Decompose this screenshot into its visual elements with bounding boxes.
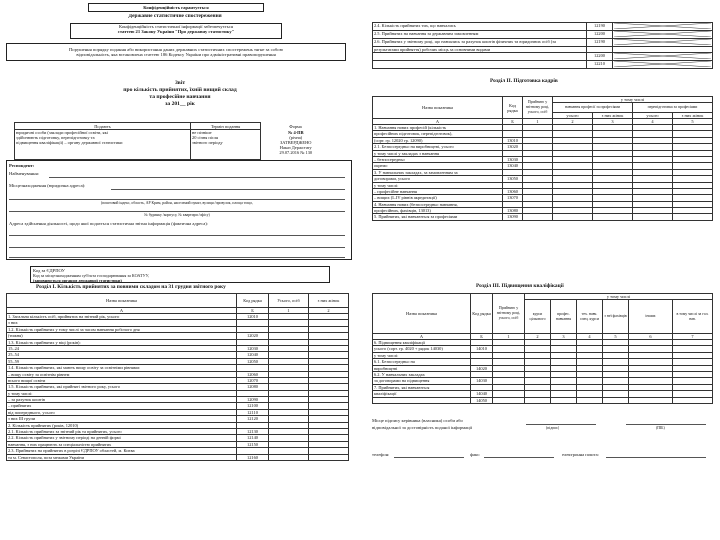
row-label: 6. Підвищення кваліфікації	[373, 340, 471, 346]
code-box-note-2: (заповнюється органом державної статистики)	[33, 278, 122, 283]
t2-colnum: 3	[593, 119, 633, 125]
location-note-2: № будинку /корпусу, № квартири /офісу)	[144, 213, 210, 217]
row-label: з них	[7, 320, 237, 326]
submitters-line: юридичні особи (заклади професійної освіти, які	[16, 130, 108, 135]
location-label: Місцезнаходження (юридична адреса):	[9, 183, 86, 188]
row-code: 13060	[503, 188, 523, 194]
t3-header: з неї фахівців	[603, 300, 629, 334]
value-cell[interactable]	[553, 214, 593, 220]
row-label: 3. У навчальних закладах, за замовленням за	[373, 169, 503, 175]
value-cell[interactable]	[309, 454, 349, 460]
legal-line-2: статтею 21 Закону України "Про державну статистику"	[117, 29, 235, 35]
row-label: 1. Загальна кількість осіб, прийнятих на звітний рік, усього	[7, 314, 237, 320]
row-label: окремо	[373, 163, 503, 169]
row-label: виробництві	[373, 365, 471, 371]
row-label: 6.1. Безпосередньо на	[373, 359, 471, 365]
row-code: 12030	[237, 345, 269, 351]
row-code: 12060	[237, 371, 269, 377]
table-row	[373, 214, 713, 220]
section3-table	[372, 293, 713, 404]
row-label: 2.1. Безпосередньо на виробництві, усього	[373, 144, 503, 150]
t2-header: у тому числі	[553, 97, 713, 103]
section2-table	[372, 96, 713, 221]
t1-colnum: 2	[309, 308, 349, 314]
code-box-label: Код за ЄДРПОУ	[33, 268, 65, 273]
row-label: у тому числі у закладах з навчання	[373, 150, 503, 156]
value-cell[interactable]	[633, 214, 673, 220]
cross-out-icon	[614, 61, 711, 67]
row-code: 12100	[237, 403, 269, 409]
t3-colnum: 7	[673, 334, 713, 340]
row-label: – вищих (I–IV рівнів акредитації)	[373, 195, 503, 201]
row-code: 12210	[587, 61, 613, 69]
respondent-label: Респондент:	[9, 163, 35, 168]
deadline-line: не пізніше	[192, 130, 212, 135]
row-label: 4. Навчання нових (безпосередньо навчання,	[373, 201, 503, 207]
cross-out-icon	[614, 39, 711, 45]
signature-field[interactable]	[526, 424, 596, 425]
row-label: за договорами на підвищення	[373, 378, 471, 384]
section1-title: Розділ І. Кількість прийнятих за повними складом на 31 грудня звітного року	[36, 284, 226, 290]
row-label: навчання, з них працюють за спеціальністю прийнятих	[7, 441, 237, 447]
location-field[interactable]	[111, 189, 345, 190]
location-note: (поштовий індекс, область, АР Крим, район, населений пункт, вулиця /провулок, площа тощо,	[100, 201, 254, 205]
value-cell[interactable]	[673, 397, 713, 403]
submitters-table	[14, 122, 331, 160]
row-code: 12200	[587, 53, 613, 61]
fax-label: факс:	[470, 452, 481, 457]
submitters-line: підвищення кваліфікації) – органу державної статистики	[16, 140, 123, 145]
row-label: 2.1. Кількість прийнятих за звітний рік та прийнятих, усього	[7, 429, 237, 435]
deadline-line: 20 січня після	[192, 135, 219, 140]
warning-box	[6, 43, 346, 61]
row-label: 1.4. Кількість прийнятих, які мають вищу освіту за освітніми рівнями:	[7, 365, 237, 371]
authority-title: Державне статистичне спостереження	[128, 14, 222, 19]
t3-header: курси цільового	[525, 300, 551, 334]
row-code: 12010	[237, 314, 269, 320]
t2-header: Назва показника	[373, 97, 503, 119]
warning-line-1: Порушення порядку подання або використання даних державних статистичних спостережень тягне за собою	[68, 47, 283, 52]
t2-colnum: 1	[523, 119, 553, 125]
row-code: 12190	[587, 23, 613, 31]
row-label: у тому числі:	[373, 182, 503, 188]
initials-caption: (ПІБ)	[656, 426, 665, 430]
legal-box	[70, 23, 282, 39]
row-label: 1.3. Кількість прийнятих у віці (років):	[7, 339, 237, 345]
t1-colnum: 1	[269, 308, 309, 314]
table-row	[373, 31, 713, 39]
t2-colnum: 5	[673, 119, 713, 125]
section2-title: Розділ ІІ. Підготовка кадрів	[490, 78, 558, 84]
row-label: професійних, фахівців, 13013)	[373, 208, 503, 214]
phone-field[interactable]	[394, 457, 464, 458]
signature-line-2: відповідальної за достовірність поданої інформації	[372, 425, 473, 430]
confidentiality-text: Конфіденційність гарантується	[143, 5, 209, 10]
respondent-box	[6, 160, 352, 260]
signature-line-1: Місце підпису керівника (власника) особи або	[372, 418, 463, 423]
row-code: 13030	[503, 156, 523, 162]
t1-colnum: А	[7, 308, 237, 314]
t2-header: усього	[553, 113, 593, 119]
t2-header: Прийнято у звітному році, усього, осіб	[523, 97, 553, 119]
form-number	[261, 130, 331, 160]
name-label: Найменування:	[9, 171, 39, 176]
t3-colnum: 3	[551, 334, 577, 340]
t3-colnum: 1	[493, 334, 525, 340]
confidentiality-box	[88, 3, 264, 12]
row-code: 12190	[587, 39, 613, 47]
code-box	[30, 266, 330, 283]
row-code: 13020	[503, 144, 523, 150]
t1-header: Назва показника	[7, 294, 237, 308]
t2-header: навчання професії за професіями	[553, 103, 633, 113]
t3-header: тех. навч. спец. курси	[577, 300, 603, 334]
row-label: 55–59	[7, 358, 237, 364]
row-code: 12020	[237, 333, 269, 339]
row-label: договорами, усього	[373, 176, 503, 182]
row-label: 2.2. Кількість прийнятих у звітному періоді на денній формі	[7, 435, 237, 441]
submitters-header: Подають	[15, 123, 191, 130]
form-header: Форма	[289, 123, 302, 129]
t3-colnum: 5	[603, 334, 629, 340]
t1-header: Усього, осіб	[269, 294, 309, 308]
report-period: за 201__ рік	[165, 101, 195, 107]
t3-header: у тому числі	[525, 294, 713, 300]
row-label: 2. Кількість прийнятих (років, 12010)	[7, 422, 237, 428]
row-label: та м. Севастополя, поза межами України	[7, 454, 237, 460]
cross-out-icon	[614, 31, 711, 37]
warning-line-2: відповідальність, яка встановлена статтею 186 Кодексу України про адміністративні правопорушення	[76, 52, 276, 58]
table-row	[373, 397, 713, 403]
row-label: усього (сорт. гр. 4020 + рядок 14030)	[373, 346, 471, 352]
row-label: кваліфікації	[373, 391, 471, 397]
t3-colnum: Б	[471, 334, 493, 340]
row-code: 13070	[503, 195, 523, 201]
report-title-1: Звіт	[174, 80, 186, 86]
t3-header: в тому числі за гол. нав.	[673, 300, 713, 334]
t3-header: Код рядка	[471, 294, 493, 334]
row-code: 12160	[237, 454, 269, 460]
form-line: 29.07.2016 № 130	[279, 149, 313, 155]
row-code: 14010	[471, 346, 493, 352]
t2-header: перепідготовка за професіями	[633, 103, 713, 113]
value-cell[interactable]	[577, 397, 603, 403]
row-label: з них III групи	[7, 416, 237, 422]
t3-header: Прийнято у звітному році, усього, осіб	[493, 294, 525, 334]
t2-colnum: 4	[633, 119, 673, 125]
form-page-right	[366, 0, 720, 540]
cross-out-icon	[614, 53, 711, 59]
code-box-note-1: Код за місцезнаходженням суб'єкта господарювання за КОАТУУ,	[33, 273, 149, 278]
t1-header: з них жінок	[309, 294, 349, 308]
value-cell[interactable]	[613, 23, 713, 31]
row-label: – вищу освіту за освітнім рівнем	[7, 371, 237, 377]
activity-address-field[interactable]	[9, 235, 345, 236]
section3-title: Розділ ІІІ. Підвищення кваліфікації	[476, 283, 564, 289]
row-label: 1.5. Кількість прийнятих, які прийняті звітного року, усього	[7, 384, 237, 390]
report-title-3: та професійне навчання	[149, 94, 211, 100]
value-cell[interactable]	[613, 61, 713, 69]
t1-colnum: Б	[237, 308, 269, 314]
row-label: – прийнятих	[7, 403, 237, 409]
row-label: (тижня)	[7, 333, 237, 339]
activity-address-label: Адреса здійснення діяльності, щодо якої подається статистична звітна інформація (фактична адреса):	[9, 221, 209, 226]
row-code: 14030	[471, 378, 493, 384]
row-label: 5. Прийнятих, які навчаються за професіями	[373, 214, 503, 220]
name-field[interactable]	[49, 177, 345, 178]
table-row	[373, 53, 713, 61]
phone-label: телефон:	[372, 452, 390, 457]
t2-header: Код рядка	[503, 97, 523, 119]
t3-colnum: 6	[629, 334, 673, 340]
row-code: 12110	[237, 409, 269, 415]
value-cell[interactable]	[629, 397, 673, 403]
location-field-2[interactable]	[9, 199, 345, 200]
fax-field[interactable]	[484, 457, 554, 458]
deadline-header: Термін подання	[191, 123, 261, 130]
value-cell[interactable]	[603, 397, 629, 403]
report-title-2: про кількість прийнятих, їхній вищий склад	[123, 87, 237, 93]
row-code: 12120	[237, 416, 269, 422]
location-field-3[interactable]	[9, 211, 345, 212]
value-cell[interactable]	[673, 214, 713, 220]
row-label: від попереднього, усього	[7, 409, 237, 415]
row-label: професійних підготовок, перепідготовок),	[373, 131, 503, 137]
value-cell[interactable]	[613, 31, 713, 39]
t3-header: інших	[629, 300, 673, 334]
row-label	[373, 53, 587, 61]
form-line: Наказ Держстату	[279, 144, 312, 150]
value-cell[interactable]	[493, 397, 525, 403]
row-code: 12130	[237, 429, 269, 435]
value-cell[interactable]	[613, 53, 713, 61]
row-label: 15–24	[7, 345, 237, 351]
email-field[interactable]	[606, 457, 706, 458]
t2-header: усього	[633, 113, 673, 119]
row-code: 13090	[503, 214, 523, 220]
row-label: результатами прийняття) робочих місць за основними видами	[373, 47, 587, 53]
row-code: 14050	[471, 397, 493, 403]
row-label: 1.2. Кількість прийнятих у тому числі за часом навчання робочого дня	[7, 326, 237, 332]
row-label: всього вищої освіти	[7, 377, 237, 383]
cross-out-icon	[614, 23, 711, 29]
value-cell[interactable]	[551, 397, 577, 403]
row-code: 12080	[237, 384, 269, 390]
table-row	[373, 23, 713, 31]
legal-line-1: Конфіденційність статистичної інформації забезпечується	[119, 24, 233, 29]
row-code: 13010	[503, 137, 523, 143]
submitters-line: здійснюють підготовку, перепідготовку та	[16, 135, 95, 140]
value-cell[interactable]	[525, 397, 551, 403]
row-label: 2.4. Кількість прийнятих тих, що навчались	[373, 23, 587, 31]
activity-address-field-2[interactable]	[9, 247, 345, 248]
row-label: 25–54	[7, 352, 237, 358]
t2-colnum: А	[373, 119, 503, 125]
row-label: 1. Навчання нових професій (кількість	[373, 125, 503, 131]
t3-colnum: 2	[525, 334, 551, 340]
table-row	[373, 39, 713, 47]
row-label: – безпосередньо	[373, 156, 503, 162]
row-code: 12070	[237, 377, 269, 383]
t2-colnum: 2	[553, 119, 593, 125]
t3-colnum: А	[373, 334, 471, 340]
row-label: 2.5. Прийнятих на навчання за державним замовленням	[373, 31, 587, 39]
row-code: 12150	[237, 441, 269, 447]
row-code: 12200	[587, 31, 613, 39]
signature-caption: (підпис)	[546, 426, 560, 430]
activity-address-field-3[interactable]	[9, 257, 345, 258]
row-label: 6.2. У навчальних закладах	[373, 371, 471, 377]
email-label: електронна пошта:	[562, 452, 599, 457]
form-line: № 4-ПВ	[287, 129, 304, 135]
t1-header: Код рядка	[237, 294, 269, 308]
initials-field[interactable]	[626, 424, 706, 425]
row-label	[373, 61, 587, 69]
row-code: 12050	[237, 358, 269, 364]
t2-header: з них жінок	[593, 113, 633, 119]
row-code: 12140	[237, 435, 269, 441]
section1-table	[6, 293, 349, 461]
form-line: (річна)	[289, 134, 303, 140]
t3-header: профес. навчання	[551, 300, 577, 334]
value-cell[interactable]	[593, 214, 633, 220]
row-code: 12040	[237, 352, 269, 358]
row-label: у тому числі:	[373, 352, 471, 358]
row-label: 7. Прийнятих, які навчаються	[373, 384, 471, 390]
row-label: – за рахунок коштів	[7, 397, 237, 403]
row-label: 2.6. Прийнятих у звітному році, що навчались за рахунок коштів фізичних та юридичних осіб (за	[373, 39, 587, 47]
deadline-line: звітного періоду	[192, 140, 223, 145]
row-code: 12090	[237, 397, 269, 403]
t3-colnum: 4	[577, 334, 603, 340]
row-label: 2.3. Прийнятих на прийнятих в розрізі ЄДРПОУ областей, м. Києва	[7, 448, 237, 454]
row-label: (сорт. гр. 12020 гр. 12090)	[373, 137, 503, 143]
value-cell[interactable]	[269, 454, 309, 460]
table-row	[7, 454, 349, 460]
value-cell[interactable]	[613, 39, 713, 47]
submitters-text	[15, 130, 191, 160]
row-label	[373, 397, 471, 403]
row-label: у тому числі:	[7, 390, 237, 396]
deadline-text	[191, 130, 261, 160]
row-code: 14020	[471, 365, 493, 371]
t2-colnum: Б	[503, 119, 523, 125]
row-label: – професійне навчання	[373, 188, 503, 194]
value-cell[interactable]	[523, 214, 553, 220]
continuation-table	[372, 22, 713, 69]
t3-header: Назва показника	[373, 294, 471, 334]
row-code: 13050	[503, 176, 523, 182]
form-line: ЗАТВЕРДЖЕНО	[280, 139, 312, 145]
row-code: 14040	[471, 391, 493, 397]
t2-header: з них жінок	[673, 113, 713, 119]
form-page-left	[0, 0, 358, 540]
row-code: 13040	[503, 163, 523, 169]
report-title	[80, 80, 280, 108]
table-row	[373, 61, 713, 69]
row-code: 13080	[503, 208, 523, 214]
